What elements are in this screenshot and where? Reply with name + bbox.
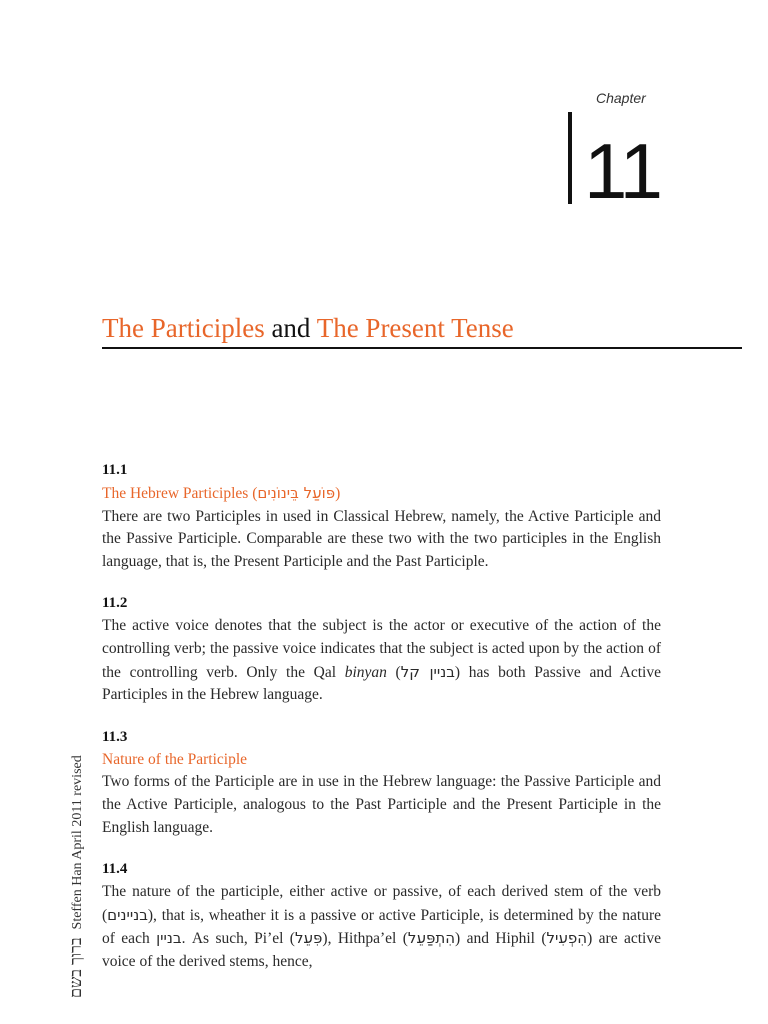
section-heading-text: The Hebrew Participles bbox=[102, 485, 249, 502]
title-part2: The Present Tense bbox=[316, 313, 514, 343]
section-number: 11.4 bbox=[102, 861, 128, 878]
italic-term: binyan bbox=[344, 663, 387, 681]
paragraph-text: ( bbox=[386, 663, 401, 681]
page-title bbox=[102, 310, 514, 346]
section-paragraph bbox=[102, 881, 661, 973]
side-credit bbox=[68, 755, 86, 998]
section-11-3 bbox=[102, 725, 661, 839]
paragraph-text: The nature of the participle, either active or passive, of each derived stem of the verb ( bbox=[102, 883, 661, 924]
section-11-2 bbox=[102, 591, 661, 706]
hebrew-term: בניין קל bbox=[400, 662, 455, 681]
paragraph-text: ) and Hiphil ( bbox=[455, 930, 547, 948]
paragraph-text: ) are active voice of the derived stems, hence, bbox=[102, 930, 661, 970]
paragraph-text: ) has both Passive and Active Participles in the Hebrew language. bbox=[102, 663, 661, 704]
paragraph-text: ), Hithpa’el ( bbox=[322, 930, 408, 948]
section-11-4 bbox=[102, 857, 661, 973]
chapter-bar bbox=[568, 112, 572, 204]
section-number: 11.2 bbox=[102, 595, 128, 612]
section-11-1 bbox=[102, 458, 661, 573]
title-rule bbox=[102, 347, 742, 349]
hebrew-term: הִפְעִיל bbox=[546, 929, 588, 948]
hebrew-term: בניין bbox=[156, 929, 182, 948]
side-credit-hebrew: ברוך בשם bbox=[68, 937, 85, 998]
section-paragraph: There are two Participles in used in Classical Hebrew, namely, the Active Participle and the Passive Participle. Comparable are these two with the two participles in the English language, that is, the Present Participle and the Past Participle. bbox=[102, 507, 661, 570]
title-connector: and bbox=[264, 313, 317, 343]
hebrew-term: בניינים bbox=[107, 905, 148, 924]
section-paragraph: Two forms of the Participle are in use in the Hebrew language: the Passive Participle and the Active Participle, analogous to the Past Participle and the Present Participle in the English language. bbox=[102, 773, 661, 836]
paragraph-text: ), that is, wheather it is a passive or active Participle, is determined by the nature of each bbox=[102, 906, 661, 948]
side-credit-text: Steffen Han April 2011 revised bbox=[70, 755, 85, 930]
title-part1: The Participles bbox=[102, 313, 265, 343]
chapter-number: 11 bbox=[584, 127, 661, 215]
chapter-body bbox=[102, 458, 661, 992]
section-paragraph bbox=[102, 615, 661, 706]
hebrew-term: הִתְפַּעֵל bbox=[407, 929, 456, 948]
hebrew-term: פִּעֵל bbox=[294, 929, 323, 948]
section-heading: Nature of the Participle bbox=[102, 750, 248, 768]
chapter-label: Chapter bbox=[596, 90, 646, 106]
section-heading: The Hebrew Participles (פּוֹעַל בֵּינוֹנִים) bbox=[102, 484, 341, 502]
paragraph-text: . As such, Pi’el ( bbox=[181, 930, 295, 948]
paragraph-text: The active voice denotes that the subject is the actor or executive of the action of the controlling verb; the passive voice indicates that the subject is acted upon by the action of the controlling verb. Only the Qal bbox=[102, 617, 661, 681]
section-number: 11.3 bbox=[102, 728, 128, 745]
hebrew-term: פּוֹעַל בֵּינוֹנִים bbox=[257, 484, 336, 502]
section-number: 11.1 bbox=[102, 462, 128, 478]
